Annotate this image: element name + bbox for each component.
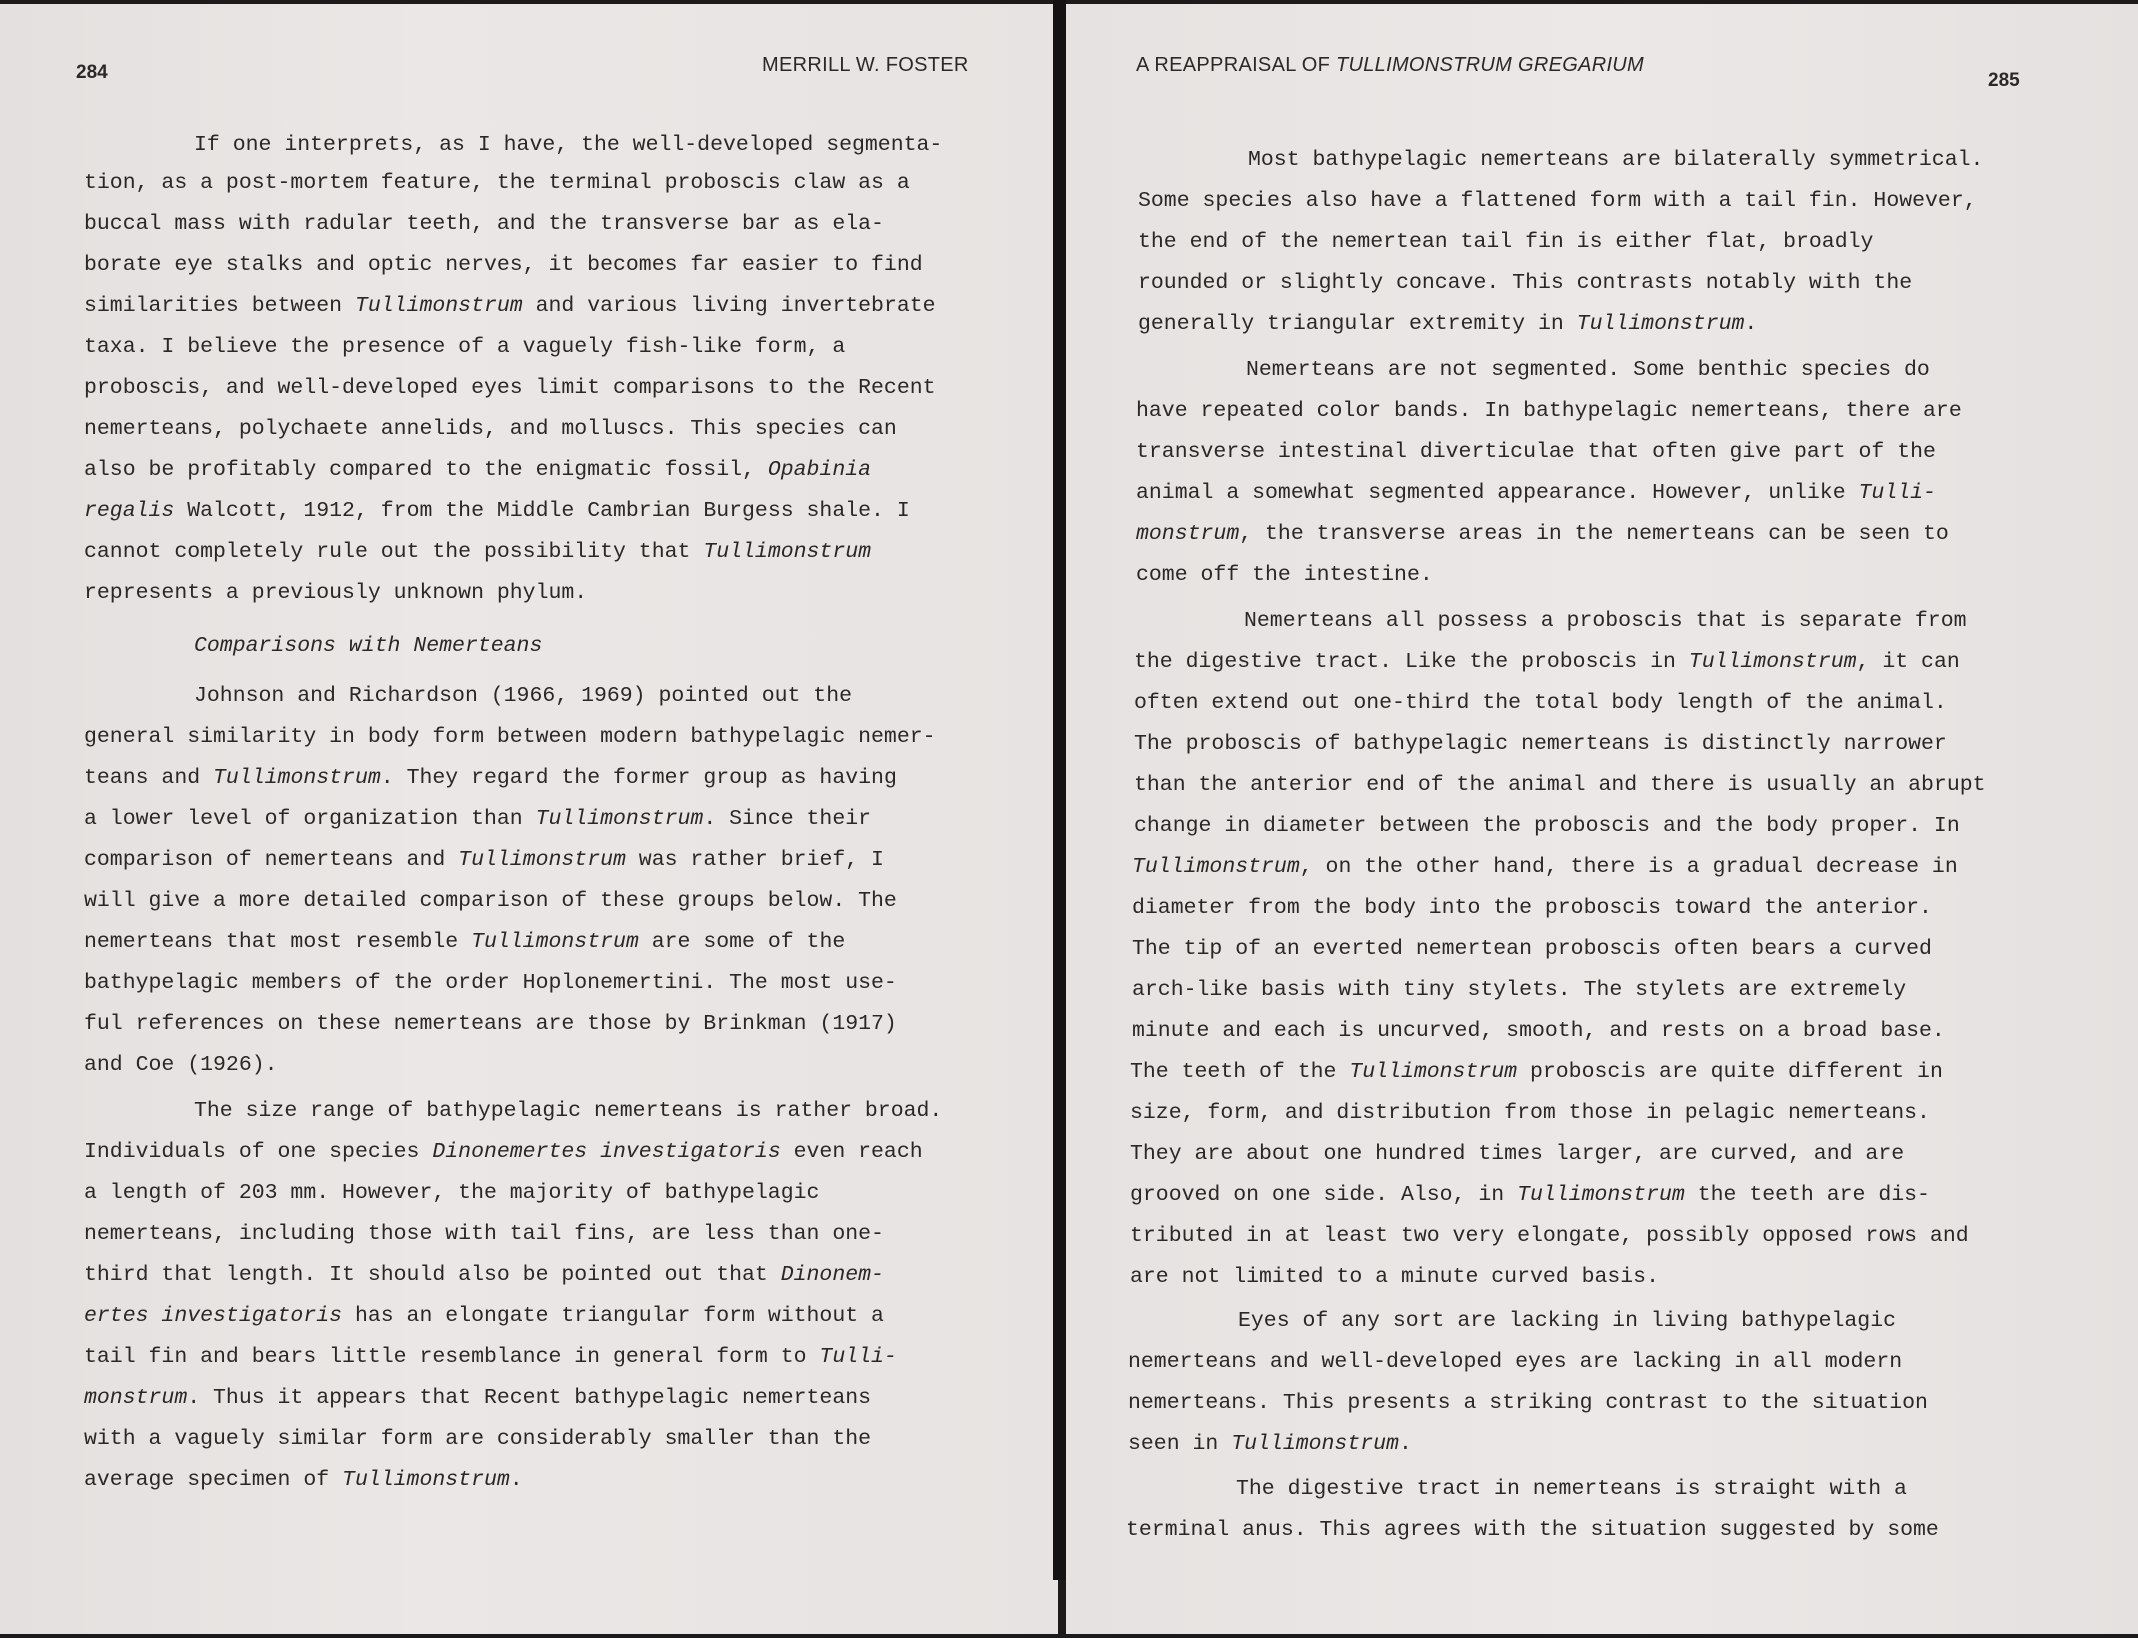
text-line: ertes investigatoris has an elongate triangular form without a — [84, 1304, 884, 1328]
text-line: buccal mass with radular teeth, and the transverse bar as ela- — [84, 212, 884, 236]
text-line: and Coe (1926). — [84, 1053, 278, 1077]
text-line: tributed in at least two very elongate, possibly opposed rows and — [1130, 1224, 1969, 1248]
text-line: nemerteans, polychaete annelids, and molluscs. This species can — [84, 417, 897, 441]
left-page — [0, 4, 1058, 1634]
running-head — [1136, 54, 1644, 77]
text-line: nemerteans and well-developed eyes are lacking in all modern — [1128, 1350, 1903, 1374]
text-line: diameter from the body into the proboscis toward the anterior. — [1132, 896, 1932, 920]
text-line: monstrum, the transverse areas in the nemerteans can be seen to — [1136, 522, 1949, 546]
text-line: nemerteans that most resemble Tullimonstrum are some of the — [84, 930, 846, 954]
text-line: have repeated color bands. In bathypelagic nemerteans, there are — [1136, 399, 1962, 423]
text-line: The size range of bathypelagic nemerteans is rather broad. — [194, 1099, 943, 1123]
text-line: nemerteans. This presents a striking contrast to the situation — [1128, 1391, 1928, 1415]
text-line: a lower level of organization than Tullimonstrum. Since their — [84, 807, 872, 831]
text-line: seen in Tullimonstrum. — [1128, 1432, 1412, 1456]
text-line: comparison of nemerteans and Tullimonstrum was rather brief, I — [84, 848, 884, 872]
text-line: are not limited to a minute curved basis. — [1130, 1265, 1659, 1289]
text-line: Individuals of one species Dinonemertes investigatoris even reach — [84, 1140, 923, 1164]
text-line: rounded or slightly concave. This contrasts notably with the — [1138, 271, 1913, 295]
text-line: bathypelagic members of the order Hoplonemertini. The most use- — [84, 971, 897, 995]
text-line: size, form, and distribution from those in pelagic nemerteans. — [1130, 1101, 1930, 1125]
page-number: 284 — [76, 62, 108, 83]
text-line: change in diameter between the proboscis and the body proper. In — [1134, 814, 1960, 838]
running-head-prefix: A REAPPRAISAL OF — [1136, 54, 1336, 76]
right-page — [1066, 4, 2138, 1634]
text-line: similarities between Tullimonstrum and various living invertebrate — [84, 294, 936, 318]
section-heading: Comparisons with Nemerteans — [194, 634, 543, 658]
text-line: tail fin and bears little resemblance in general form to Tulli- — [84, 1345, 897, 1369]
text-line: terminal anus. This agrees with the situation suggested by some — [1126, 1518, 1939, 1542]
text-line: They are about one hundred times larger, are curved, and are — [1130, 1142, 1905, 1166]
text-line: often extend out one-third the total body length of the animal. — [1134, 691, 1947, 715]
text-line: ful references on these nemerteans are those by Brinkman (1917) — [84, 1012, 897, 1036]
text-line: generally triangular extremity in Tullimonstrum. — [1138, 312, 1758, 336]
text-line: a length of 203 mm. However, the majority of bathypelagic — [84, 1181, 820, 1205]
text-line: Johnson and Richardson (1966, 1969) pointed out the — [194, 684, 853, 708]
text-line: than the anterior end of the animal and there is usually an abrupt — [1134, 773, 1986, 797]
text-line: transverse intestinal diverticulae that often give part of the — [1136, 440, 1936, 464]
text-line: teans and Tullimonstrum. They regard the former group as having — [84, 766, 897, 790]
running-head: MERRILL W. FOSTER — [762, 54, 969, 76]
text-line: Tullimonstrum, on the other hand, there is a gradual decrease in — [1132, 855, 1958, 879]
text-line: Nemerteans all possess a proboscis that is separate from — [1244, 609, 1967, 633]
text-line: third that length. It should also be pointed out that Dinonem- — [84, 1263, 884, 1287]
text-line: tion, as a post-mortem feature, the terminal proboscis claw as a — [84, 171, 910, 195]
text-line: nemerteans, including those with tail fins, are less than one- — [84, 1222, 884, 1246]
text-line: represents a previously unknown phylum. — [84, 581, 588, 605]
text-line: grooved on one side. Also, in Tullimonstrum the teeth are dis- — [1130, 1183, 1930, 1207]
text-line: the end of the nemertean tail fin is either flat, broadly — [1138, 230, 1874, 254]
text-line: Most bathypelagic nemerteans are bilaterally symmetrical. — [1248, 148, 1984, 172]
text-line: Nemerteans are not segmented. Some benthic species do — [1246, 358, 1930, 382]
text-line: The proboscis of bathypelagic nemerteans is distinctly narrower — [1134, 732, 1947, 756]
text-line: borate eye stalks and optic nerves, it becomes far easier to find — [84, 253, 923, 277]
text-line: The teeth of the Tullimonstrum proboscis are quite different in — [1130, 1060, 1943, 1084]
text-line: proboscis, and well-developed eyes limit comparisons to the Recent — [84, 376, 936, 400]
book-gutter — [1053, 0, 1066, 1580]
page-number: 285 — [1988, 70, 2020, 91]
text-line: monstrum. Thus it appears that Recent bathypelagic nemerteans — [84, 1386, 872, 1410]
text-line: animal a somewhat segmented appearance. However, unlike Tulli- — [1136, 481, 1936, 505]
text-line: The digestive tract in nemerteans is straight with a — [1236, 1477, 1907, 1501]
text-line: general similarity in body form between modern bathypelagic nemer- — [84, 725, 936, 749]
text-line: arch-like basis with tiny stylets. The stylets are extremely — [1132, 978, 1907, 1002]
text-line: minute and each is uncurved, smooth, and rests on a broad base. — [1132, 1019, 1945, 1043]
text-line: Some species also have a flattened form with a tail fin. However, — [1138, 189, 1977, 213]
text-line: regalis Walcott, 1912, from the Middle Cambrian Burgess shale. I — [84, 499, 910, 523]
text-line: If one interprets, as I have, the well-developed segmenta- — [194, 133, 943, 157]
text-line: average specimen of Tullimonstrum. — [84, 1468, 523, 1492]
text-line: come off the intestine. — [1136, 563, 1433, 587]
text-line: cannot completely rule out the possibility that Tullimonstrum — [84, 540, 872, 564]
running-head-italic: TULLIMONSTRUM GREGARIUM — [1335, 54, 1645, 76]
text-line: also be profitably compared to the enigmatic fossil, Opabinia — [84, 458, 872, 482]
text-line: will give a more detailed comparison of these groups below. The — [84, 889, 897, 913]
text-line: taxa. I believe the presence of a vaguely fish-like form, a — [84, 335, 846, 359]
text-line: the digestive tract. Like the proboscis in Tullimonstrum, it can — [1134, 650, 1960, 674]
text-line: with a vaguely similar form are considerably smaller than the — [84, 1427, 872, 1451]
text-line: The tip of an everted nemertean proboscis often bears a curved — [1132, 937, 1932, 961]
text-line: Eyes of any sort are lacking in living bathypelagic — [1238, 1309, 1897, 1333]
